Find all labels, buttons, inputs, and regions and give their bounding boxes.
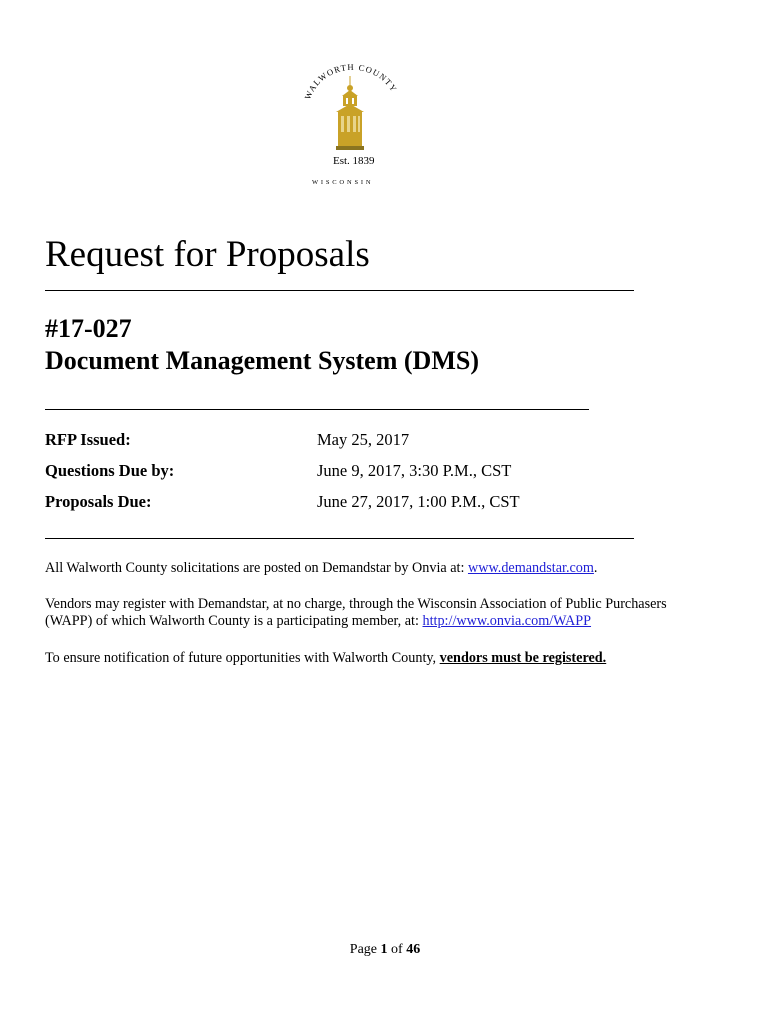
- registration-reminder-text: To ensure notification of future opportunities with Walworth County,: [45, 650, 440, 666]
- demandstar-notice-text: All Walworth County solicitations are posted on Demandstar by Onvia at:: [45, 560, 468, 576]
- rfp-divider: [45, 409, 589, 410]
- rfp-name: Document Management System (DMS): [45, 346, 479, 375]
- page-total: 46: [406, 942, 421, 957]
- rfp-issued-label: RFP Issued:: [45, 430, 131, 449]
- page-number: 1: [380, 942, 388, 957]
- questions-due-label: Questions Due by:: [45, 461, 175, 480]
- demandstar-notice-end: .: [593, 560, 598, 576]
- wapp-link[interactable]: http://www.onvia.com/WAPP: [422, 613, 592, 629]
- page-word: Page: [349, 942, 378, 957]
- demandstar-link[interactable]: www.demandstar.com: [467, 560, 594, 576]
- vendor-registration-text: (WAPP) of which Walworth County is a participating member, at:: [45, 613, 423, 629]
- logo-arc-text: WALWORTH COUNTY: [302, 61, 400, 101]
- walworth-county-seal-logo: [300, 60, 400, 190]
- cupola-icon: [336, 76, 364, 150]
- rfp-issued-value: May 25, 2017: [317, 430, 410, 449]
- proposals-due-label: Proposals Due:: [45, 492, 152, 511]
- questions-due-value: June 9, 2017, 3:30 P.M., CST: [317, 461, 512, 480]
- registration-requirement: vendors must be registered.: [439, 650, 607, 666]
- logo-est-text: Est. 1839: [333, 155, 375, 167]
- document-title: Request for Proposals: [45, 234, 370, 275]
- dates-divider: [45, 538, 634, 539]
- title-divider: [45, 290, 634, 291]
- vendor-registration-line2: [45, 613, 591, 630]
- demandstar-notice: [45, 560, 597, 577]
- vendor-registration-line1: Vendors may register with Demandstar, at no charge, through the Wisconsin Association of Public Purchasers: [45, 596, 667, 612]
- logo-state-text: W I S C O N S I N: [312, 179, 372, 186]
- page-footer: [0, 942, 770, 958]
- proposals-due-value: June 27, 2017, 1:00 P.M., CST: [317, 492, 520, 511]
- rfp-number: #17-027: [45, 314, 132, 343]
- registration-reminder: [45, 650, 606, 667]
- of-word: of: [391, 942, 403, 957]
